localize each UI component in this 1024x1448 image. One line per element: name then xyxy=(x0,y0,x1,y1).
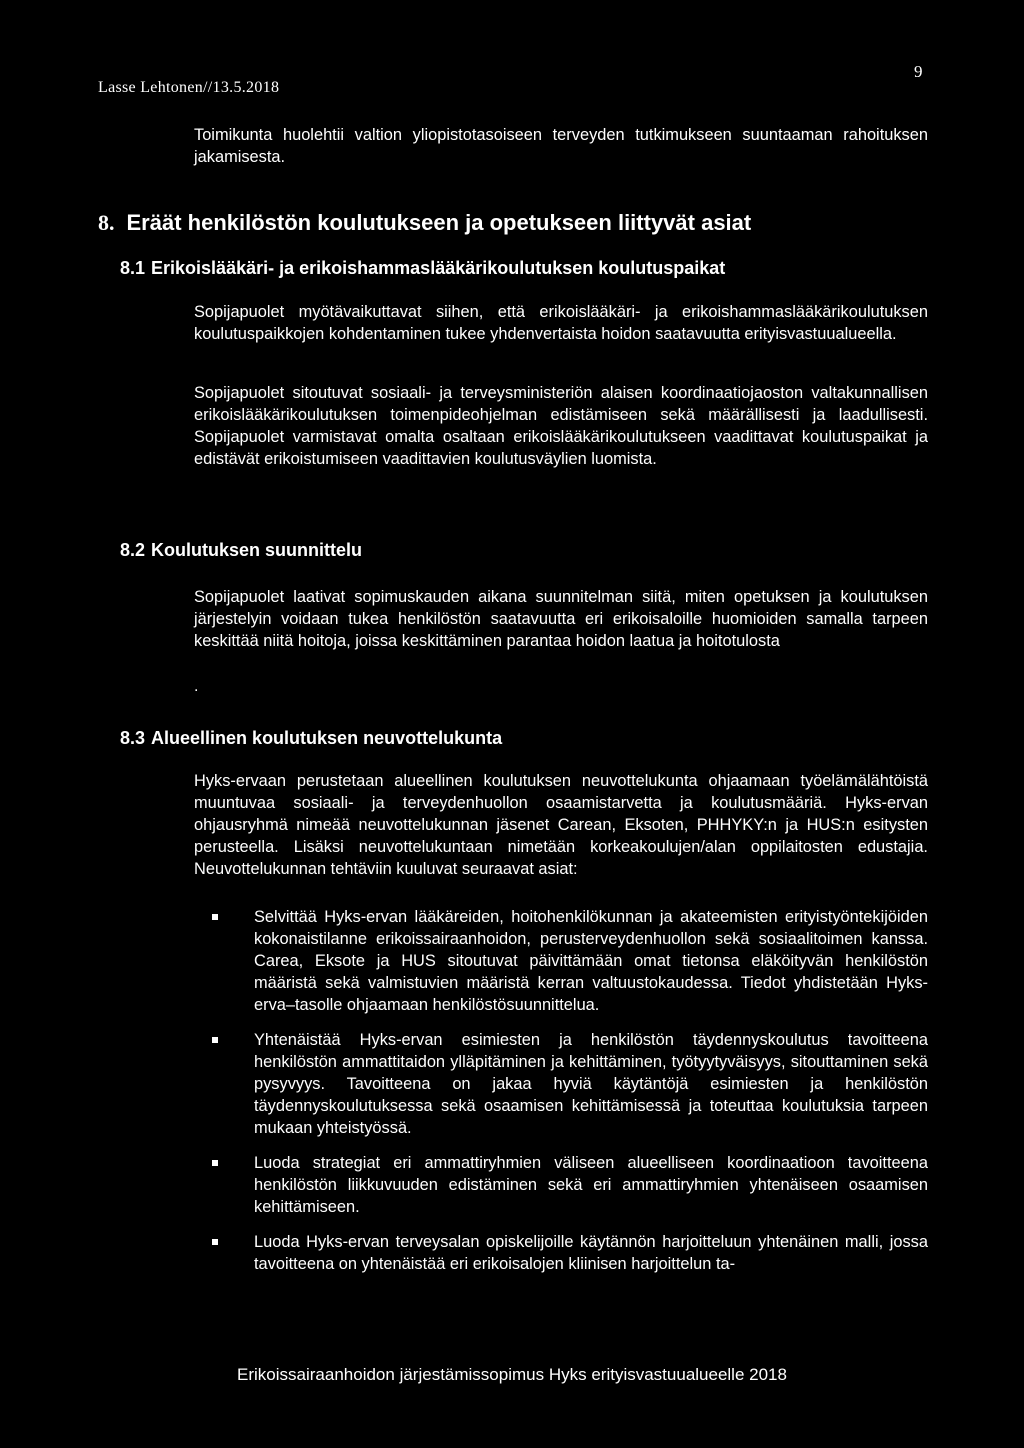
list-item-text: Luoda Hyks-ervan terveysalan opiskelijoille käytännön harjoitteluun yhtenäinen malli, jossa tavoitteena on yhtenäistää eri erikoisalojen kliinisen harjoittelun ta- xyxy=(254,1233,928,1273)
bullet-icon xyxy=(212,914,218,920)
section-8-3-number: 8.3 xyxy=(120,728,146,748)
stray-period: . xyxy=(194,678,199,695)
bullet-icon xyxy=(212,1037,218,1043)
section-8-1-paragraph-2: Sopijapuolet sitoutuvat sosiaali- ja terveysministeriön alaisen koordinaatiojaoston valtakunnallisen erikoislääkärikoulutuksen toimenpideohjelman edistämiseen sekä määrällisesti ja laadullisesti. Sopijapuolet varmistavat omalta osaltaan erikoislääkärikoulutukseen vaadittavat koulutuspaikat ja edistävät erikoistumiseen vaadittavien koulutusväylien luomista. xyxy=(194,384,928,468)
list-item xyxy=(212,1231,928,1275)
section-8-3-paragraph: Hyks-ervaan perustetaan alueellinen koulutuksen neuvottelukunta ohjaamaan työelämälähtöistä muuntuvaa sosiaali- ja terveydenhuollon osaamistarvetta ja koulutusmääriä. Hyks-ervan ohjausryhmä nimeää neuvottelukunnan jäsenet Carean, Eksoten, PHHYKY:n ja HUS:n esitysten perusteella. Lisäksi neuvottelukuntaan nimetään korkeakoulujen/alan oppilaitosten edustajia. Neuvottelukunnan tehtäviin kuuluvat seuraavat asiat: xyxy=(194,772,928,878)
section-8-1-title: Erikoislääkäri- ja erikoishammaslääkärikoulutuksen koulutuspaikat xyxy=(151,258,726,278)
section-8-heading xyxy=(98,210,751,236)
section-8-2-heading xyxy=(120,540,362,561)
section-8-1-heading xyxy=(120,258,725,279)
intro-paragraph: Toimikunta huolehtii valtion yliopistotasoiseen terveyden tutkimukseen suuntaaman rahoituksen jakamisesta. xyxy=(194,126,928,166)
list-item xyxy=(212,906,928,1016)
header-author-date: Lasse Lehtonen//13.5.2018 xyxy=(98,79,280,96)
list-item xyxy=(212,1152,928,1218)
list-item-text: Yhtenäistää Hyks-ervan esimiesten ja henkilöstön täydennyskoulutus tavoitteena henkilöstön ammattitaidon ylläpitäminen ja kehittäminen, työtyytyväisyys, sitouttaminen sekä pysyvyys. Tavoitteena on jakaa hyviä käytäntöjä esimiesten ja henkilöstön täydennyskoulutuksessa sekä osaamisen kehittämisessä ja toteuttaa koulutuksia tarpeen mukaan yhteistyössä. xyxy=(254,1031,928,1137)
list-item-text: Luoda strategiat eri ammattiryhmien väliseen alueelliseen koordinaatioon tavoitteena henkilöstön liikkuvuuden edistäminen sekä eri ammattiryhmien yhtenäiseen osaamisen kehittämiseen. xyxy=(254,1154,928,1216)
section-8-3-heading xyxy=(120,728,502,749)
section-8-title: Eräät henkilöstön koulutukseen ja opetukseen liittyvät asiat xyxy=(126,210,752,235)
list-item-text: Selvittää Hyks-ervan lääkäreiden, hoitohenkilökunnan ja akateemisten erityistyöntekijöiden kokonaistilanne erikoissairaanhoidon, perusterveydenhuollon sekä sosiaalitoimen kanssa. Carea, Eksote ja HUS sitoutuvat päivittämään omat tietonsa eläköityvän henkilöstön määristä sekä valmistuvien määristä kerran valtuustokaudessa. Tiedot yhdistetään Hyks-erva–tasolle ohjaamaan henkilöstösuunnittelua. xyxy=(254,908,928,1014)
section-8-2-title: Koulutuksen suunnittelu xyxy=(151,540,363,560)
list-item xyxy=(212,1029,928,1139)
section-8-3-title: Alueellinen koulutuksen neuvottelukunta xyxy=(151,728,503,748)
section-8-2-paragraph: Sopijapuolet laativat sopimuskauden aikana suunnitelman siitä, miten opetuksen ja koulutuksen järjestelyin voidaan tukea henkilöstön saatavuutta eri erikoisaloille huomioiden samalla tarpeen keskittää niitä hoitoja, joissa keskittäminen parantaa hoidon laatua ja hoitotulosta xyxy=(194,588,928,650)
section-8-1-number: 8.1 xyxy=(120,258,146,278)
bullet-icon xyxy=(212,1160,218,1166)
bullet-icon xyxy=(212,1239,218,1245)
page-number: 9 xyxy=(914,62,923,81)
section-8-number: 8. xyxy=(98,210,115,235)
section-8-2-number: 8.2 xyxy=(120,540,146,560)
page-footer: Erikoissairaanhoidon järjestämissopimus Hyks erityisvastuualueelle 2018 xyxy=(237,1365,787,1384)
section-8-3-bullet-list xyxy=(212,906,928,1288)
section-8-1-paragraph-1: Sopijapuolet myötävaikuttavat siihen, että erikoislääkäri- ja erikoishammaslääkärikoulutuksen koulutuspaikkojen kohdentaminen tukee yhdenvertaista hoidon saatavuutta erityisvastuualueella. xyxy=(194,303,928,343)
